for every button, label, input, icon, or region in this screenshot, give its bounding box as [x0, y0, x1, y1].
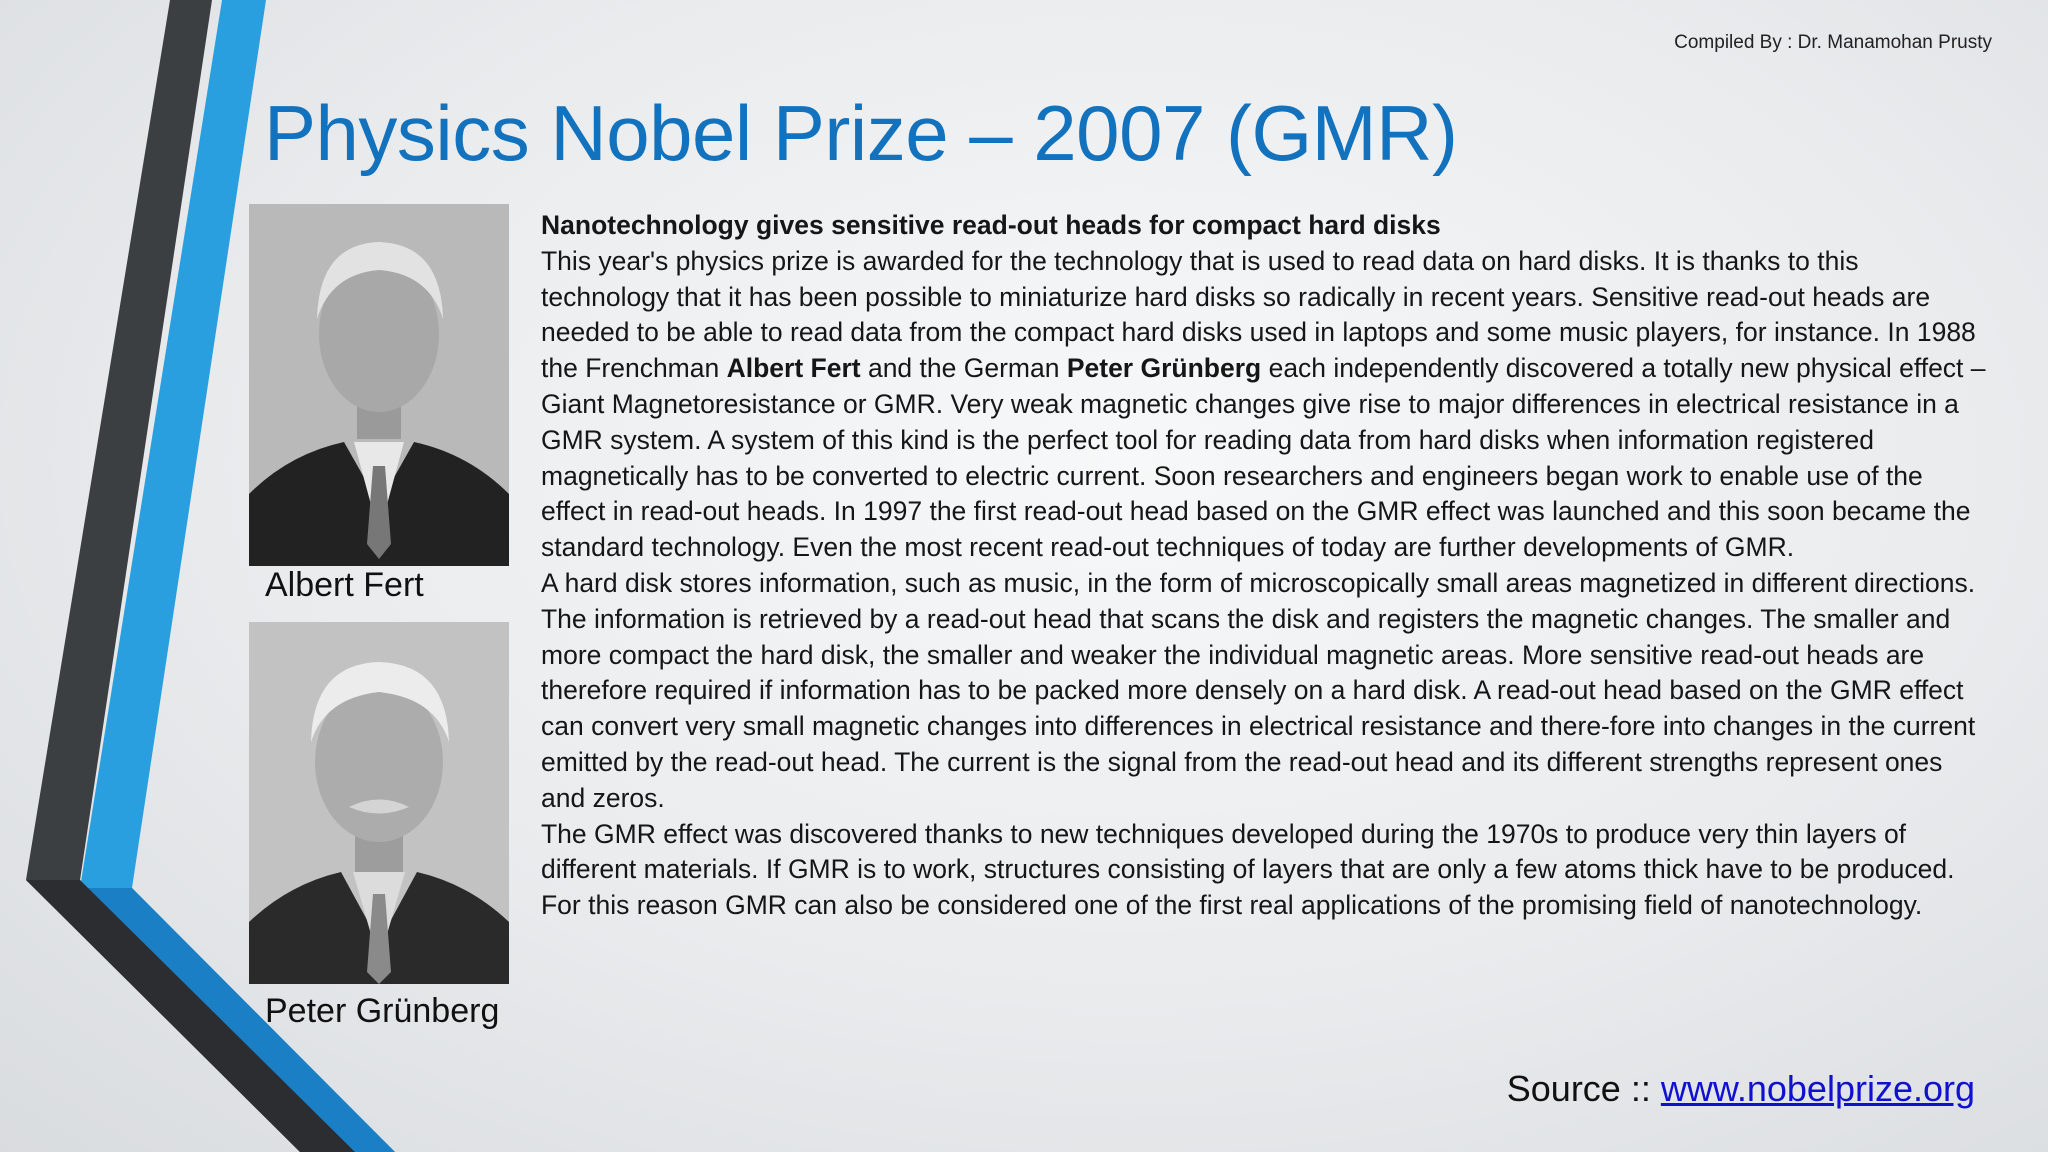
source-line [1507, 1068, 1975, 1110]
article-paragraph-3: The GMR effect was discovered thanks to new techniques developed during the 1970s to produce very thin layers of different materials. If GMR is to work, structures consisting of layers that are only a few atoms thick have to be produced. For this reason GMR can also be considered one of the first real applications of the promising field of nanotechnology. [541, 818, 1955, 921]
article-headline: Nanotechnology gives sensitive read-out heads for compact hard disks [541, 210, 1441, 240]
article-paragraph-1 [541, 244, 1986, 566]
article-paragraph-2: A hard disk stores information, such as music, in the form of microscopically small areas magnetized in different directions. The information is retrieved by a read-out head that scans the disk and registers the magnetic changes. The smaller and more compact the hard disk, the smaller and weaker the individual magnetic areas. More sensitive read-out heads are therefore required if information has to be packed more densely on a hard disk. A read-out head based on the GMR effect can convert very small magnetic changes into differences in electrical resistance and there-fore into changes in the current emitted by the read-out head. The current is the signal from the read-out head and its different strengths represent ones and zeros. [541, 567, 1976, 813]
laureate-name-fert: Albert Fert [265, 566, 424, 604]
source-link[interactable]: www.nobelprize.org [1660, 1068, 1975, 1109]
compiled-by: Compiled By : Dr. Manamohan Prusty [1674, 32, 1992, 53]
article-body [541, 208, 1986, 924]
p1-text-b: and the German [860, 353, 1067, 384]
p1-name-grunberg: Peter Grünberg [1066, 353, 1262, 384]
portrait-silhouette-icon [249, 622, 509, 984]
p1-text-c: each independently discovered a totally new physical effect – Giant Magnetoresistance or GMR. Very weak magnetic changes give rise to major differences in electrical resistance in a GMR system. A system of this kind is the perfect tool for reading data from hard disks when information registered magnetically has to be converted to electric current. Soon researchers and engineers began work to enable use of the effect in read-out heads. In 1997 the first read-out head based on the GMR effect was launched and this soon became the standard technology. Even the most recent read-out techniques of today are further developments of GMR. [541, 353, 1986, 563]
p1-name-fert: Albert Fert [726, 353, 861, 384]
peter-grunberg-photo [249, 622, 509, 984]
portrait-silhouette-icon [249, 204, 509, 566]
source-label: Source :: [1506, 1068, 1661, 1109]
p1-text-a: This year's physics prize is awarded for the technology that is used to read data on hard disks. It is thanks to this technology that it has been possible to miniaturize hard disks so radically in recent years. Sensitive read-out heads are needed to be able to read data from the compact hard disks used in laptops and some music players, for instance. In 1988 the Frenchman [541, 245, 1976, 384]
laureate-name-grunberg: Peter Grünberg [265, 992, 500, 1030]
albert-fert-photo [249, 204, 509, 566]
page-title: Physics Nobel Prize – 2007 (GMR) [264, 89, 1458, 177]
